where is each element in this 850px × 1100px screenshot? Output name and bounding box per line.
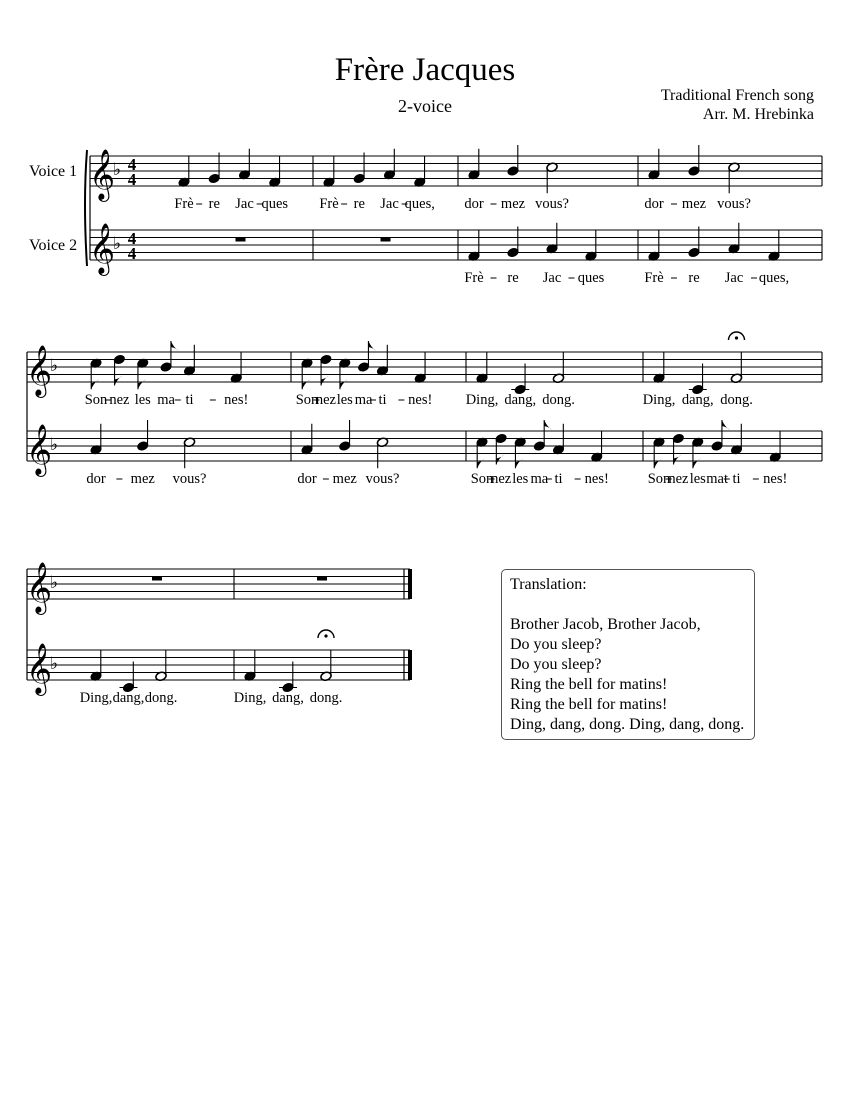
lyric-syllable: ma <box>157 392 175 408</box>
lyric-syllable: Son <box>647 471 671 487</box>
eighth-flag <box>722 420 730 430</box>
lyric-syllable: dang, <box>112 690 145 706</box>
time-signature-numerator: 4 <box>127 155 137 174</box>
eighth-flag <box>368 341 376 351</box>
eighth-flag <box>138 379 146 389</box>
lyric-syllable: Jac <box>724 270 744 286</box>
lyric-syllable: Frè <box>319 196 339 212</box>
translation-line: Ring the bell for matins! <box>510 696 668 713</box>
key-signature-flat: ♭ <box>112 160 122 179</box>
arranger-line: Arr. M. Hrebinka <box>702 106 814 123</box>
lyric-syllable: dor <box>644 196 664 212</box>
translation-line: Ding, dang, dong. Ding, dang, dong. <box>510 716 745 733</box>
treble-clef: 𝄞 <box>25 563 53 612</box>
eighth-flag <box>115 376 123 386</box>
lyric-syllable: mez <box>332 471 357 487</box>
lyric-syllable: les <box>512 471 529 487</box>
lyric-syllable: mat <box>706 471 728 487</box>
lyric-syllable: Son <box>295 392 319 408</box>
time-signature-denominator: 4 <box>127 170 137 189</box>
lyric-syllable: nes! <box>408 392 433 408</box>
final-barline <box>408 650 412 680</box>
treble-clef: 𝄞 <box>25 644 53 693</box>
lyric-syllable: Son <box>470 471 494 487</box>
whole-rest <box>317 577 327 581</box>
lyric-syllable: Ding, <box>465 392 499 408</box>
eighth-flag <box>544 420 552 430</box>
eighth-flag <box>496 455 504 465</box>
eighth-flag <box>654 458 662 468</box>
eighth-flag <box>91 379 99 389</box>
translation-line: Brother Jacob, Brother Jacob, <box>510 616 701 633</box>
translation-box <box>501 569 755 740</box>
eighth-flag <box>693 458 701 468</box>
translation-line: Ring the bell for matins! <box>510 676 668 693</box>
key-signature-flat: ♭ <box>49 654 59 673</box>
lyric-syllable: ques, <box>758 270 790 286</box>
lyric-syllable: ma <box>354 392 373 408</box>
lyric-syllable: vous? <box>365 471 400 487</box>
instrument-label-voice-2: Voice 2 <box>29 237 78 254</box>
time-signature-numerator: 4 <box>127 229 137 248</box>
eighth-flag <box>340 379 348 389</box>
lyric-syllable: ti <box>732 471 741 487</box>
lyric-syllable: vous? <box>717 196 751 212</box>
song-subtitle: 2-voice <box>398 96 452 116</box>
lyric-syllable: ti <box>185 392 194 408</box>
lyric-syllable: re <box>208 196 220 212</box>
key-signature-flat: ♭ <box>49 573 59 592</box>
eighth-flag <box>477 458 485 468</box>
key-signature-flat: ♭ <box>49 435 59 454</box>
lyric-syllable: Jac <box>380 196 399 212</box>
lyric-syllable: dang, <box>681 392 714 408</box>
lyric-syllable: Frè <box>644 270 664 286</box>
lyric-syllable: ti <box>554 471 563 487</box>
lyric-syllable: les <box>689 471 706 487</box>
whole-rest <box>381 238 391 242</box>
key-signature-flat: ♭ <box>112 234 122 253</box>
lyric-syllable: Ding, <box>642 392 676 408</box>
lyric-syllable: ques, <box>404 196 435 212</box>
lyric-syllable: les <box>336 392 353 408</box>
eighth-flag <box>515 458 523 468</box>
lyric-syllable: nez <box>109 392 130 408</box>
system-bracket <box>85 150 87 266</box>
eighth-flag <box>321 376 329 386</box>
lyric-syllable: les <box>134 392 151 408</box>
lyric-syllable: Ding, <box>233 690 267 706</box>
lyric-syllable: vous? <box>172 471 207 487</box>
lyric-syllable: mez <box>130 471 155 487</box>
lyric-syllable: dang, <box>504 392 537 408</box>
lyric-syllable: Frè <box>174 196 194 212</box>
instrument-label-voice-1: Voice 1 <box>29 163 78 180</box>
lyric-syllable: Ding, <box>79 690 113 706</box>
lyric-syllable: dor <box>464 196 484 212</box>
treble-clef: 𝄞 <box>88 150 116 199</box>
lyric-syllable: nez <box>668 471 689 487</box>
eighth-flag <box>302 379 310 389</box>
lyric-syllable: ma <box>530 471 549 487</box>
treble-clef: 𝄞 <box>25 425 53 474</box>
lyric-syllable: ques <box>261 196 289 212</box>
lyric-syllable: dong. <box>309 690 343 706</box>
lyric-syllable: dong. <box>144 690 178 706</box>
lyric-syllable: nes! <box>224 392 249 408</box>
translation-line: Do you sleep? <box>510 636 602 653</box>
lyric-syllable: dong. <box>542 392 575 408</box>
whole-rest <box>152 577 162 581</box>
translation-line: Do you sleep? <box>510 656 602 673</box>
lyric-syllable: ques <box>577 270 605 286</box>
lyric-syllable: dang, <box>272 690 304 706</box>
lyric-syllable: ti <box>378 392 387 408</box>
lyric-syllable: Jac <box>542 270 562 286</box>
lyric-syllable: dor <box>297 471 317 487</box>
lyric-syllable: mez <box>500 196 526 212</box>
eighth-flag <box>171 341 179 351</box>
translation-heading: Translation: <box>510 576 587 593</box>
song-title: Frère Jacques <box>334 52 516 88</box>
treble-clef: 𝄞 <box>25 346 53 395</box>
lyric-syllable: vous? <box>535 196 569 212</box>
lyric-syllable: nes! <box>763 471 788 487</box>
lyric-syllable: nez <box>491 471 512 487</box>
lyric-syllable: re <box>353 196 365 212</box>
lyric-syllable: nes! <box>584 471 609 487</box>
lyric-syllable: dong. <box>720 392 753 408</box>
lyric-syllable: Jac <box>235 196 254 212</box>
treble-clef: 𝄞 <box>88 224 116 273</box>
lyric-syllable: re <box>507 270 519 286</box>
time-signature-denominator: 4 <box>127 244 137 263</box>
eighth-flag <box>674 455 682 465</box>
fermata-dot <box>735 336 738 339</box>
lyric-syllable: Frè <box>464 270 484 286</box>
lyric-syllable: dor <box>86 471 106 487</box>
composer-line: Traditional French song <box>660 87 814 104</box>
lyric-syllable: nez <box>315 392 336 408</box>
whole-rest <box>236 238 246 242</box>
final-barline <box>408 569 412 599</box>
lyric-syllable: re <box>688 270 700 286</box>
lyric-syllable: Son <box>84 392 108 408</box>
lyric-syllable: mez <box>681 196 707 212</box>
fermata-dot <box>324 634 327 637</box>
key-signature-flat: ♭ <box>49 356 59 375</box>
